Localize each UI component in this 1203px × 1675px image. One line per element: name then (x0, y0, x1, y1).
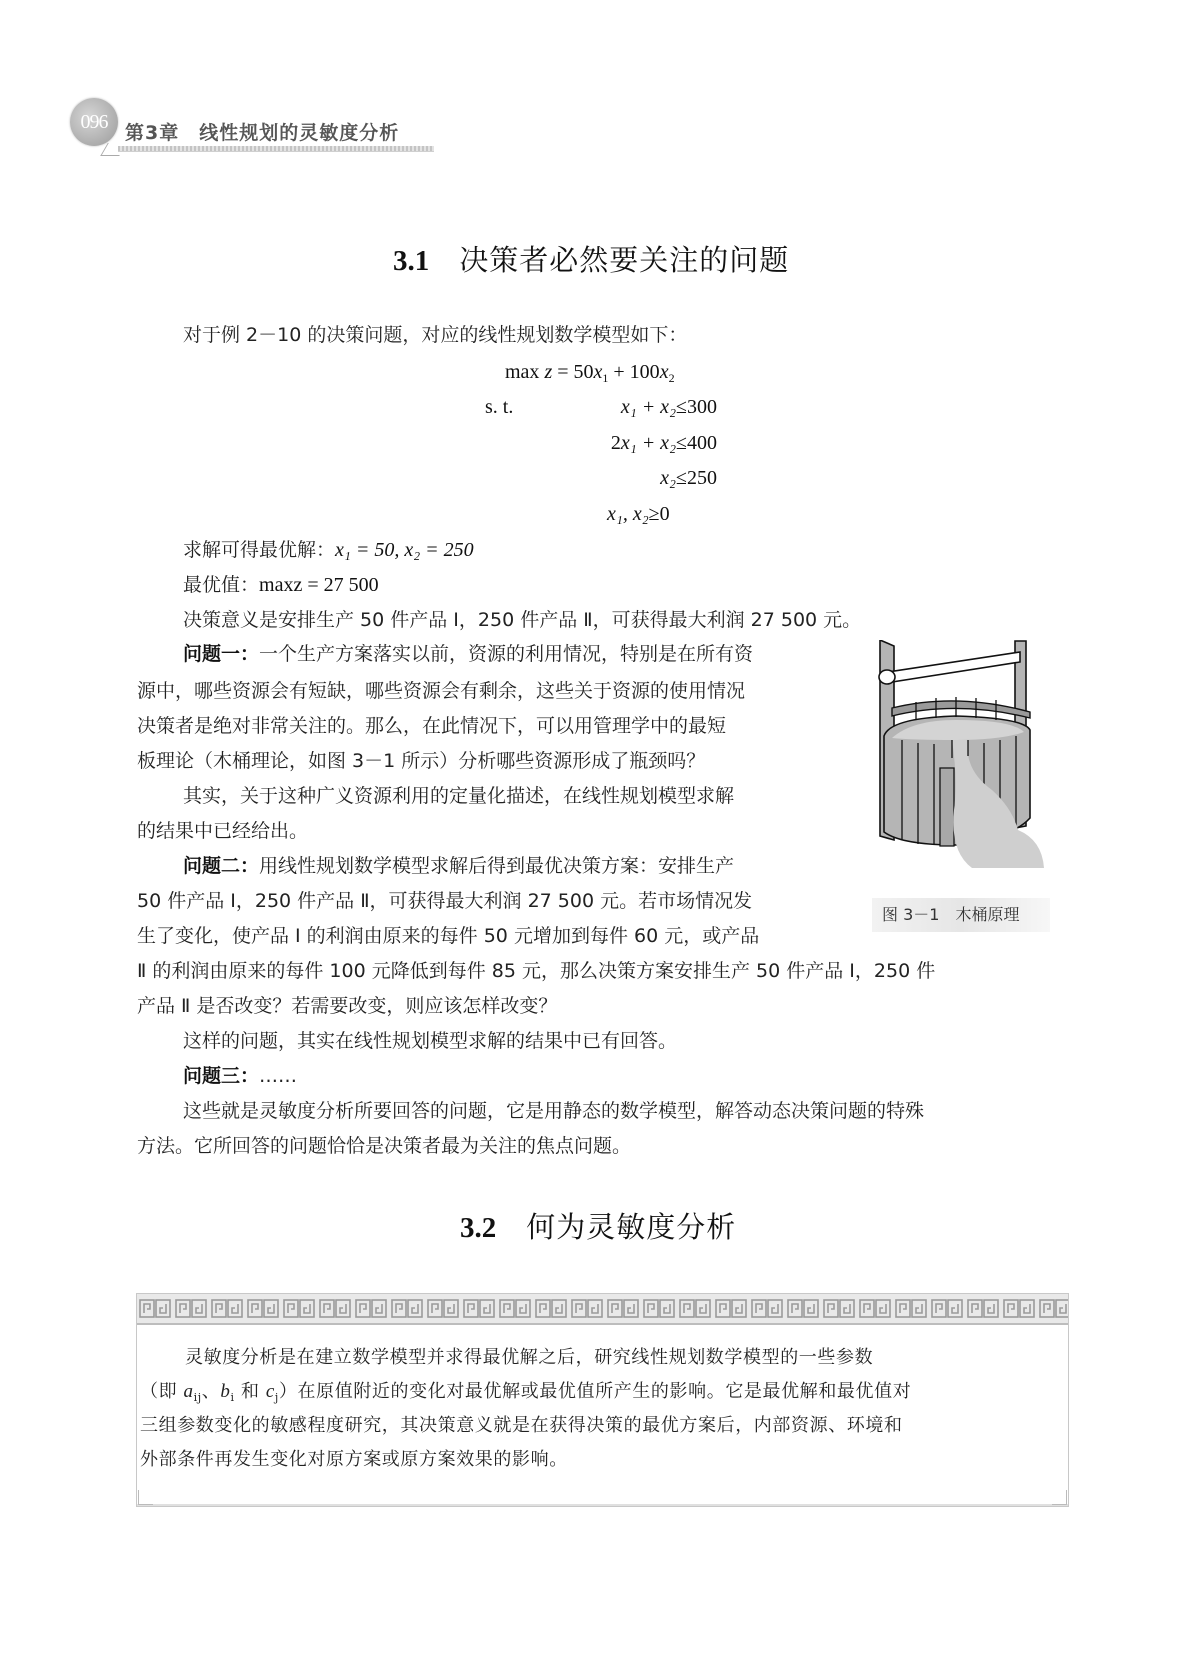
constraint-rel: ≤250 (676, 467, 717, 489)
constraint-terms: x₁ + x₂ (620, 432, 677, 454)
section-heading-3-2 (460, 1205, 736, 1246)
objective-x1: x (593, 361, 603, 383)
param-c-sub: j (274, 1391, 279, 1404)
definition-and: 和 (234, 1381, 266, 1402)
bucket-icon (872, 640, 1052, 880)
param-b: b (220, 1381, 231, 1402)
question-3-lead: 问题三： (183, 1065, 260, 1087)
decision-meaning: 决策意义是安排生产 50 件产品 Ⅰ，250 件产品 Ⅱ，可获得最大利润 27 500 元。 (183, 609, 862, 631)
subject-to-label: s. t. (485, 396, 514, 418)
definition-line: 灵敏度分析是在建立数学模型并求得最优解之后，研究线性规划数学模型的一些参数 (185, 1347, 874, 1368)
objective-x2: x (659, 361, 669, 383)
definition-line (140, 1380, 911, 1410)
param-c: c (265, 1381, 275, 1402)
figure-caption: 图 3－1 木桶原理 (872, 898, 1050, 932)
definition-text: ）在原值附近的变化对最优解或最优值所产生的影响。它是最优解和最优值对 (278, 1381, 912, 1402)
question-2-line (183, 854, 734, 878)
constraint-row (621, 395, 717, 419)
constraint-rel: ≤300 (676, 396, 717, 418)
question-1-line: 源中，哪些资源会有短缺，哪些资源会有剩余，这些关于资源的使用情况 (137, 680, 746, 702)
question-1-line (183, 642, 753, 666)
objective-function (505, 360, 675, 390)
section-title: 决策者必然要关注的问题 (459, 243, 790, 277)
question-1-line: 决策者是绝对非常关注的。那么，在此情况下，可以用管理学中的最短 (137, 715, 727, 737)
constraint-row (611, 431, 717, 455)
constraint-terms: x₂ (660, 467, 677, 489)
constraint-terms: x₁ + x₂ (620, 396, 677, 418)
param-b-sub: i (230, 1391, 235, 1404)
section-title: 何为灵敏度分析 (526, 1210, 737, 1244)
objective-sub2: 2 (668, 371, 675, 385)
param-a-sub: ij (193, 1391, 202, 1404)
closing-paragraph-line: 这些就是灵敏度分析所要回答的问题，它是用静态的数学模型，解答动态决策问题的特殊 (183, 1100, 925, 1122)
meander-pattern-icon (137, 1294, 1068, 1323)
question-1-lead: 问题一： (183, 643, 260, 665)
optimum-value: maxz = 27 500 (259, 574, 379, 596)
page-number: 096 (80, 111, 108, 133)
section-heading-3-1 (393, 238, 789, 279)
box-corner-right (1052, 1490, 1067, 1505)
param-a: a (183, 1381, 194, 1402)
closing-paragraph-line: 方法。它所回答的问题恰恰是决策者最为关注的焦点问题。 (137, 1135, 632, 1157)
objective-coef2: + 100 (608, 361, 660, 383)
answer-paragraph-line: 的结果中已经给出。 (137, 820, 309, 842)
question-2-line: 50 件产品 Ⅰ，250 件产品 Ⅱ，可获得最大利润 27 500 元。若市场情况发 (137, 890, 753, 912)
constraint-row (607, 502, 670, 526)
solution-value: x₁ = 50, x₂ = 250 (335, 539, 474, 561)
section-number: 3.2 (460, 1212, 497, 1244)
header-rule (118, 146, 434, 152)
optimal-solution (183, 538, 474, 562)
objective-sub1: 1 (602, 371, 609, 385)
optimum-label: 最优值： (183, 574, 260, 596)
constraint-rel: ≥0 (648, 503, 670, 525)
definition-text: （即 (140, 1381, 184, 1402)
question-2-line: 产品 Ⅱ 是否改变？若需要改变，则应该怎样改变？ (137, 995, 558, 1017)
definition-sep: 、 (201, 1381, 221, 1402)
intro-paragraph: 对于例 2－10 的决策问题，对应的线性规划数学模型如下： (183, 324, 688, 346)
question-1-line: 板理论（木桶理论，如图 3－1 所示）分析哪些资源形成了瓶颈吗？ (137, 750, 706, 772)
question-2-line: Ⅱ 的利润由原来的每件 100 元降低到每件 85 元，那么决策方案安排生产 50 件产品 Ⅰ，250 件 (137, 960, 936, 982)
wooden-bucket-illustration (872, 640, 1052, 880)
definition-line: 三组参数变化的敏感程度研究，其决策意义就是在获得决策的最优方案后，内部资源、环境和 (140, 1415, 903, 1436)
constraint-coef: 2 (610, 432, 621, 454)
definition-box-ornament (137, 1294, 1068, 1325)
question-1-text: 一个生产方案落实以前，资源的利用情况，特别是在所有资 (259, 643, 754, 665)
objective-coef1: = 50 (552, 361, 594, 383)
question-3-text: …… (259, 1065, 298, 1087)
constraint-row (660, 466, 717, 490)
answer-2-paragraph: 这样的问题，其实在线性规划模型求解的结果中已有回答。 (183, 1030, 678, 1052)
box-corner-left (138, 1490, 153, 1505)
answer-paragraph-line: 其实，关于这种广义资源利用的定量化描述，在线性规划模型求解 (183, 785, 735, 807)
definition-line: 外部条件再发生变化对原方案或原方案效果的影响。 (140, 1449, 568, 1470)
solution-label: 求解可得最优解： (183, 539, 336, 561)
chapter-title: 第3章 线性规划的灵敏度分析 (125, 122, 400, 144)
question-2-line: 生了变化，使产品 Ⅰ 的利润由原来的每件 50 元增加到每件 60 元，或产品 (137, 925, 760, 947)
optimal-value (183, 573, 379, 597)
question-2-text: 用线性规划数学模型求解后得到最优决策方案：安排生产 (259, 855, 735, 877)
objective-max: max (505, 361, 545, 383)
constraint-rel: ≤400 (676, 432, 717, 454)
section-number: 3.1 (393, 245, 430, 277)
objective-var: z (544, 361, 553, 383)
constraint-terms: x₁, x₂ (607, 503, 649, 525)
question-2-lead: 问题二： (183, 855, 260, 877)
question-3-line (183, 1064, 297, 1088)
